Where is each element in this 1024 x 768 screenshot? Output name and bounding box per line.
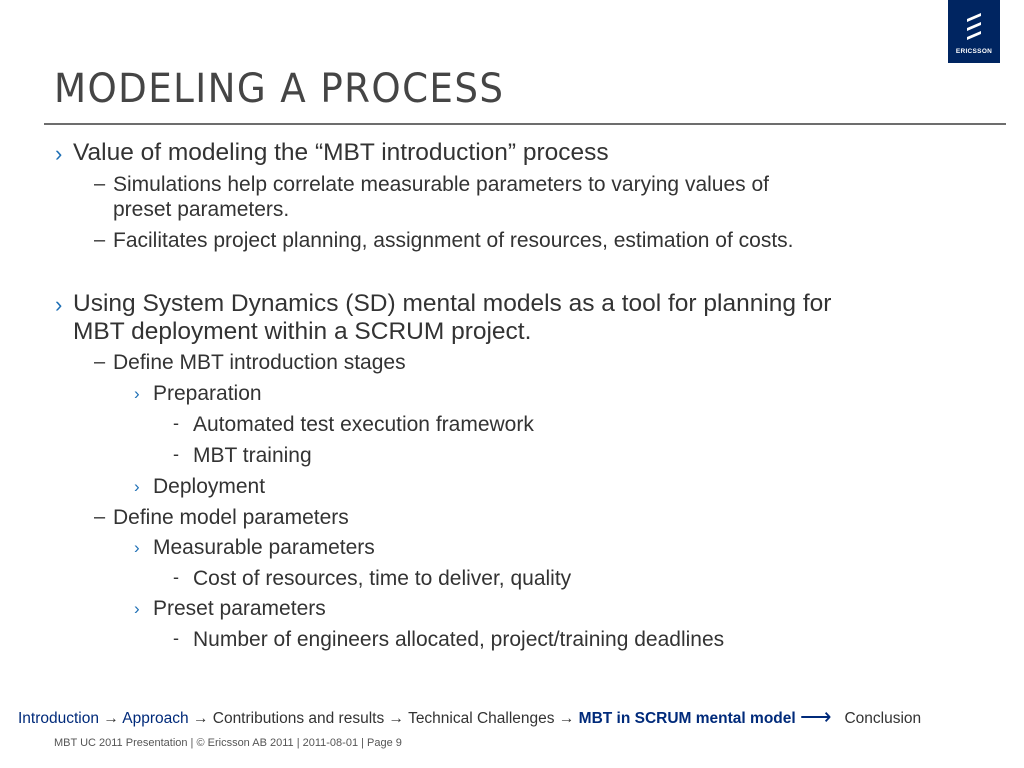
bullet-text: Define MBT introduction stages	[113, 351, 406, 374]
bullet-marker: -	[173, 413, 179, 433]
title-divider	[44, 123, 1006, 125]
ericsson-logo	[948, 0, 1000, 63]
nav-arrow-icon: →	[192, 710, 209, 727]
bullet-text: Preset parameters	[153, 597, 326, 620]
bullet-text: MBT training	[193, 444, 312, 467]
bullet-text: Number of engineers allocated, project/training deadlines	[193, 628, 725, 651]
bullet-text: Using System Dynamics (SD) mental models as a tool for planning for	[73, 290, 832, 317]
bullet-marker: -	[173, 567, 179, 587]
bullet-marker: ›	[134, 538, 140, 557]
bullet-marker: –	[94, 173, 106, 195]
nav-arrow-icon: →	[558, 710, 575, 727]
ericsson-mark-icon	[965, 12, 983, 42]
bullet-marker: ›	[55, 141, 63, 166]
bullet-text: Automated test execution framework	[193, 413, 534, 436]
slide-title: MODELING A PROCESS	[54, 66, 505, 112]
bullet-marker: –	[94, 506, 106, 528]
bullet-marker: –	[94, 351, 106, 373]
bullet-text: Cost of resources, time to deliver, quality	[193, 567, 572, 590]
bullet-text: Value of modeling the “MBT introduction” process	[73, 139, 609, 166]
bullet-text: Deployment	[153, 475, 266, 498]
nav-current-section[interactable]: MBT in SCRUM mental model	[578, 710, 796, 727]
nav-link-conclusion[interactable]: Conclusion	[844, 710, 922, 727]
bullet-text: Facilitates project planning, assignment of resources, estimation of costs.	[113, 229, 794, 252]
nav-arrow-icon: →	[388, 710, 405, 727]
nav-link-approach[interactable]: Approach	[122, 710, 189, 727]
bullet-text: Simulations help correlate measurable parameters to varying values of	[113, 173, 769, 196]
section-navigation	[18, 703, 1008, 729]
nav-arrow-icon: →	[103, 710, 119, 727]
bullet-text: Define model parameters	[113, 506, 349, 529]
nav-link-technical-challenges[interactable]: Technical Challenges	[408, 710, 555, 727]
bullet-marker: ›	[134, 384, 140, 403]
bullet-text-continued: MBT deployment within a SCRUM project.	[73, 318, 532, 345]
bullet-marker: –	[94, 229, 106, 251]
bullet-text: Measurable parameters	[153, 536, 375, 559]
nav-link-introduction[interactable]: Introduction	[18, 710, 99, 727]
bullet-marker: ›	[134, 477, 140, 496]
slide-footer: MBT UC 2011 Presentation | © Ericsson AB 2011 | 2011-08-01 | Page 9	[54, 737, 402, 749]
bullet-marker: -	[173, 444, 179, 464]
bullet-marker: -	[173, 628, 179, 648]
bullet-marker: ›	[134, 599, 140, 618]
bullet-text-continued: preset parameters.	[113, 198, 290, 221]
logo-wordmark: ERICSSON	[955, 48, 993, 55]
nav-link-contributions[interactable]: Contributions and results	[212, 710, 385, 727]
bullet-marker: ›	[55, 292, 63, 317]
nav-long-arrow-icon: ⟶	[800, 704, 832, 729]
bullet-text: Preparation	[153, 382, 262, 405]
